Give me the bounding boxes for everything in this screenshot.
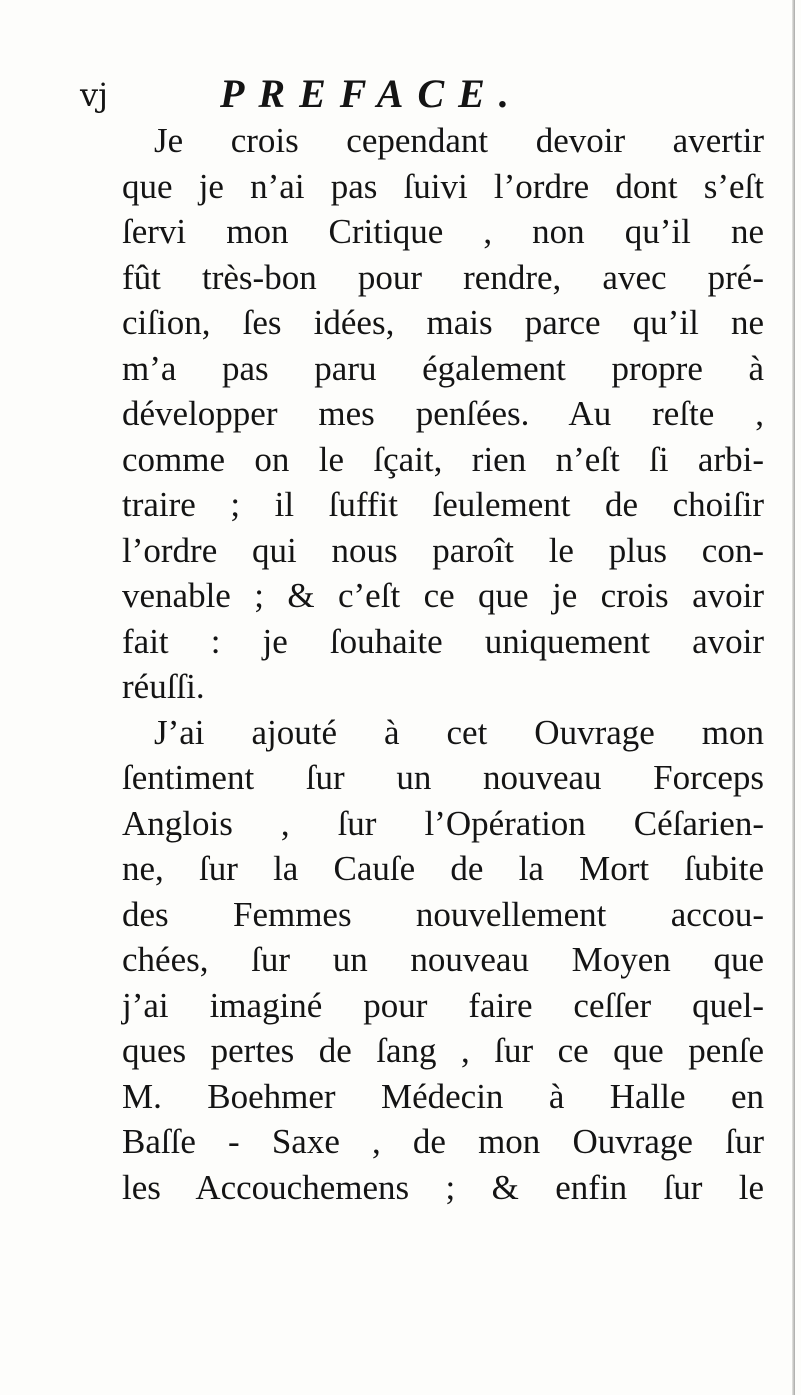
text-line: que je n’ai pas ſuivi l’ordre dont s’eſt bbox=[122, 166, 764, 206]
text-line: les Accouchemens ; & enfin ſur le bbox=[122, 1167, 764, 1207]
text-line: comme on le ſçait, rien n’eſt ſi arbi- bbox=[122, 439, 764, 479]
text-line: venable ; & c’eſt ce que je crois avoir bbox=[122, 576, 764, 615]
body-text bbox=[122, 118, 764, 1210]
text-line: fait : je ſouhaite uniquement avoir bbox=[122, 621, 764, 661]
text-line: réuſſi. bbox=[122, 667, 205, 706]
running-head-title: PREFACE. bbox=[220, 71, 523, 116]
text-line: chées, ſur un nouveau Moyen que bbox=[122, 940, 764, 979]
text-line: ſervi mon Critique , non qu’il ne bbox=[122, 212, 764, 251]
text-line: des Femmes nouvellement accou- bbox=[122, 894, 764, 934]
page-number: vj bbox=[80, 76, 108, 114]
text-line: fût très-bon pour rendre, avec pré- bbox=[122, 257, 764, 297]
text-line: j’ai imaginé pour faire ceſſer quel- bbox=[122, 985, 764, 1025]
text-line: ſentiment ſur un nouveau Forceps bbox=[122, 758, 764, 797]
text-line: Baſſe - Saxe , de mon Ouvrage ſur bbox=[122, 1122, 764, 1161]
text-line: ciſion, ſes idées, mais parce qu’il ne bbox=[122, 303, 764, 342]
running-head bbox=[80, 70, 680, 120]
text-line: m’a pas paru également propre à bbox=[122, 348, 764, 388]
text-line: ques pertes de ſang , ſur ce que penſe bbox=[122, 1031, 764, 1070]
page-edge-shadow bbox=[792, 0, 795, 1395]
text-line: ne, ſur la Cauſe de la Mort ſubite bbox=[122, 849, 764, 888]
text-line: Je crois cependant devoir avertir bbox=[154, 121, 764, 160]
text-line: traire ; il ſuffit ſeulement de choiſir bbox=[122, 485, 764, 524]
text-line: M. Boehmer Médecin à Halle en bbox=[122, 1076, 764, 1116]
text-line: Anglois , ſur l’Opération Céſarien- bbox=[122, 803, 764, 843]
text-line: développer mes penſées. Au reſte , bbox=[122, 394, 764, 433]
text-line: l’ordre qui nous paroît le plus con- bbox=[122, 530, 764, 570]
text-line: J’ai ajouté à cet Ouvrage mon bbox=[154, 712, 764, 752]
